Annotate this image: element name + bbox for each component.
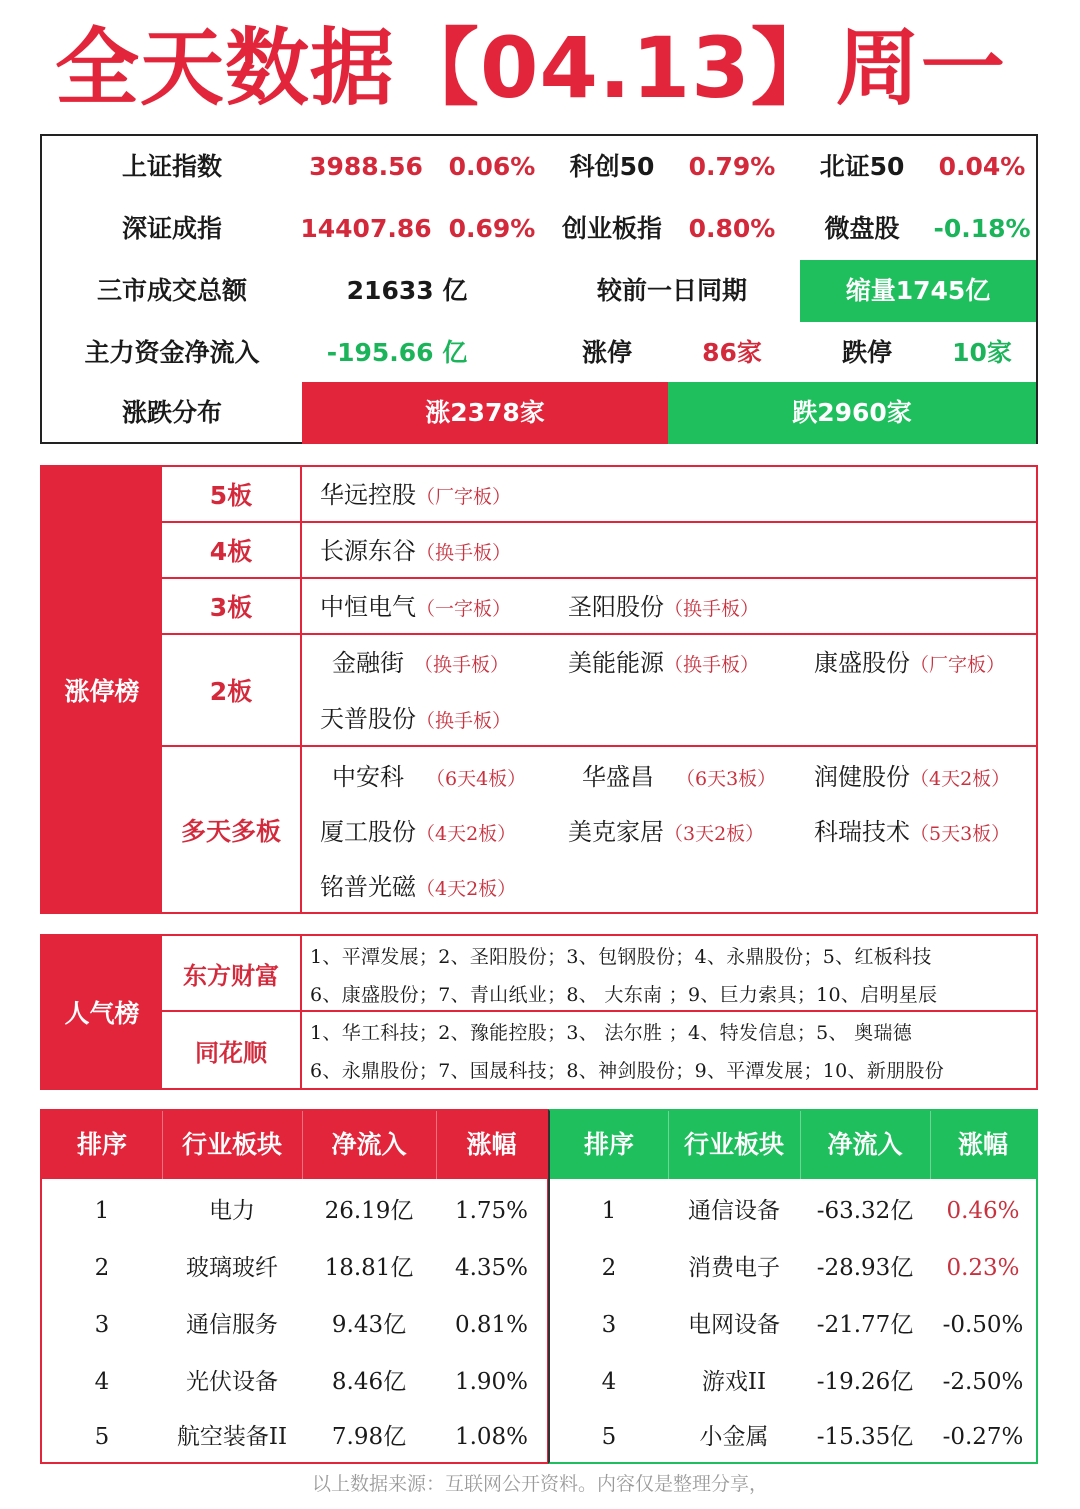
stock-entry (320, 701, 511, 737)
change-cell: 1.08% (454, 1424, 529, 1450)
stock-tag: （厂字板） (910, 654, 1006, 676)
popularity-source-eastmoney (162, 936, 1036, 1012)
stock-entry (814, 645, 1005, 681)
rise-count-bar: 涨2378家 (302, 382, 668, 444)
chinext-label: 创业板指 (561, 214, 662, 243)
table-row (42, 1240, 547, 1297)
rank-cell: 3 (601, 1312, 617, 1338)
net-cell: 18.81亿 (324, 1255, 414, 1281)
bse50-label: 北证50 (819, 152, 905, 181)
volume-shrink-badge: 缩量1745亿 (800, 260, 1036, 322)
rank-cell: 1 (601, 1198, 617, 1224)
stock-name: 天普股份 (320, 705, 416, 733)
rank-cell: 5 (601, 1424, 617, 1450)
limit-row-2 (162, 635, 1036, 747)
sector-outflow-table (548, 1109, 1038, 1464)
header-net-inflow: 净流入 (827, 1130, 903, 1159)
stock-entry (332, 645, 509, 681)
sector-cell: 电网设备 (688, 1312, 780, 1338)
microcap-pct: -0.18% (933, 214, 1031, 243)
net-cell: 7.98亿 (331, 1424, 407, 1450)
popularity-board-label: 人气榜 (42, 936, 162, 1088)
rank-cell: 3 (94, 1312, 110, 1338)
stock-tag: （换手板） (416, 710, 512, 732)
limit-down-label: 跌停 (841, 338, 892, 367)
sector-cell: 通信服务 (186, 1312, 278, 1338)
sector-cell: 航空装备II (176, 1424, 288, 1450)
stock-name: 铭普光磁 (320, 873, 416, 901)
board-level: 3板 (162, 579, 302, 633)
overview-row-capital-flow (42, 322, 1036, 384)
net-cell: 26.19亿 (324, 1198, 414, 1224)
main-capital-label: 主力资金净流入 (84, 338, 260, 367)
sector-cell: 消费电子 (688, 1255, 780, 1281)
limit-up-count: 86家 (702, 338, 762, 367)
sector-cell: 通信设备 (688, 1198, 780, 1224)
table-row (42, 1409, 547, 1466)
star50-label: 科创50 (569, 152, 655, 181)
table-header (42, 1111, 547, 1179)
change-cell: 0.81% (454, 1312, 529, 1338)
stock-name: 华远控股 (320, 481, 416, 509)
limit-row-3 (162, 579, 1036, 635)
stock-tag: （换手板） (416, 542, 512, 564)
table-row (550, 1297, 1036, 1354)
change-cell: 1.90% (454, 1369, 529, 1395)
stock-tag: （4天2板） (416, 878, 517, 900)
breadth-label: 涨跌分布 (121, 398, 222, 427)
stock-tag: （6天3板） (676, 768, 777, 790)
stock-name: 长源东谷 (320, 537, 416, 565)
source-name: 同花顺 (162, 1012, 302, 1088)
net-cell: -63.32亿 (816, 1198, 914, 1224)
table-row (550, 1354, 1036, 1411)
stock-entry (320, 589, 511, 625)
net-cell: 9.43亿 (331, 1312, 407, 1338)
table-row (42, 1183, 547, 1240)
stock-tag: （换手板） (664, 654, 760, 676)
star50-pct: 0.79% (688, 152, 776, 181)
stock-name: 中恒电气 (320, 593, 416, 621)
limit-row-4 (162, 523, 1036, 579)
stock-tag: （4天2板） (910, 768, 1011, 790)
popularity-board (40, 934, 1038, 1090)
market-overview-table (40, 134, 1038, 444)
stock-entry (568, 814, 764, 850)
stock-entry (320, 869, 516, 905)
change-cell: -0.27% (942, 1424, 1024, 1450)
board-level: 4板 (162, 523, 302, 577)
stock-entry (320, 477, 511, 513)
limit-up-board-label: 涨停榜 (42, 467, 162, 912)
compare-prev-day-label: 较前一日同期 (596, 276, 747, 305)
stock-entry (320, 814, 516, 850)
header-rank: 排序 (583, 1130, 634, 1159)
stock-entry (582, 759, 776, 795)
shanghai-index-label: 上证指数 (121, 152, 222, 181)
limit-up-label: 涨停 (581, 338, 632, 367)
rank-cell: 4 (94, 1369, 110, 1395)
net-cell: 8.46亿 (331, 1369, 407, 1395)
change-cell: 0.46% (946, 1198, 1020, 1224)
overview-row-shenzhen (42, 198, 1036, 260)
stock-tag: （4天2板） (416, 823, 517, 845)
ranking-line: 1、平潭发展；2、圣阳股份；3、包钢股份；4、永鼎股份；5、红板科技 (310, 946, 932, 968)
header-change: 涨幅 (466, 1130, 517, 1159)
stock-name: 美克家居 (568, 818, 664, 846)
ranking-line: 6、永鼎股份；7、国晟科技；8、神剑股份；9、平潭发展；10、新朋股份 (310, 1060, 945, 1082)
overview-row-shanghai (42, 136, 1036, 198)
ranking-line: 1、华工科技；2、豫能控股；3、 法尔胜 ；4、特发信息；5、 奥瑞德 (310, 1022, 913, 1044)
sector-cell: 小金属 (699, 1424, 769, 1450)
table-row (42, 1297, 547, 1354)
table-row (550, 1240, 1036, 1297)
main-capital-value: -195.66 亿 (326, 338, 468, 367)
stock-entry (814, 814, 1010, 850)
shanghai-index-pct: 0.06% (448, 152, 536, 181)
stock-entry (332, 759, 526, 795)
table-row (550, 1183, 1036, 1240)
page-title: 全天数据【04.13】周一 (55, 19, 1006, 117)
limit-down-count: 10家 (952, 338, 1012, 367)
shenzhen-index-label: 深证成指 (121, 214, 222, 243)
stock-entry (568, 589, 759, 625)
stock-name: 圣阳股份 (568, 593, 664, 621)
net-cell: -21.77亿 (816, 1312, 914, 1338)
stock-name: 润健股份 (814, 763, 910, 791)
net-cell: -19.26亿 (816, 1369, 914, 1395)
header-net-inflow: 净流入 (331, 1130, 407, 1159)
table-row (42, 1354, 547, 1411)
rank-cell: 2 (601, 1255, 617, 1281)
stock-name: 中安科 (332, 763, 404, 791)
bse50-pct: 0.04% (938, 152, 1026, 181)
change-cell: 1.75% (454, 1198, 529, 1224)
table-header (550, 1111, 1036, 1179)
stock-entry (568, 645, 759, 681)
microcap-label: 微盘股 (824, 214, 900, 243)
stock-entry (814, 759, 1010, 795)
stock-name: 科瑞技术 (814, 818, 910, 846)
net-cell: -28.93亿 (816, 1255, 914, 1281)
stock-tag: （换手板） (414, 654, 510, 676)
stock-tag: （5天3板） (910, 823, 1011, 845)
sector-inflow-table (40, 1109, 549, 1464)
change-cell: -0.50% (942, 1312, 1024, 1338)
fall-count-bar: 跌2960家 (668, 382, 1036, 444)
rank-cell: 2 (94, 1255, 110, 1281)
overview-row-turnover (42, 260, 1036, 322)
table-row (550, 1409, 1036, 1466)
limit-row-multi-day (162, 747, 1036, 912)
stock-name: 金融街 (332, 649, 404, 677)
stock-tag: （一字板） (416, 598, 512, 620)
stock-tag: （3天2板） (664, 823, 765, 845)
source-name: 东方财富 (162, 936, 302, 1010)
stock-entry (320, 533, 511, 569)
limit-up-board (40, 465, 1038, 914)
board-level: 2板 (162, 635, 302, 745)
turnover-value: 21633 亿 (346, 276, 468, 305)
header-rank: 排序 (76, 1130, 127, 1159)
stock-tag: （换手板） (664, 598, 760, 620)
header-sector: 行业板块 (683, 1130, 784, 1159)
rank-cell: 5 (94, 1424, 110, 1450)
stock-name: 厦工股份 (320, 818, 416, 846)
change-cell: 0.23% (946, 1255, 1020, 1281)
popularity-source-tonghuashun (162, 1012, 1036, 1088)
rank-cell: 1 (94, 1198, 110, 1224)
board-level: 多天多板 (162, 747, 302, 912)
stock-name: 华盛昌 (582, 763, 654, 791)
shenzhen-index-pct: 0.69% (448, 214, 536, 243)
overview-row-breadth (42, 382, 1036, 444)
header-change: 涨幅 (957, 1130, 1008, 1159)
source-disclaimer: 以上数据来源：互联网公开资料。内容仅是整理分享， (311, 1473, 768, 1495)
board-level: 5板 (162, 467, 302, 521)
stock-tag: （厂字板） (416, 486, 512, 508)
limit-row-5 (162, 467, 1036, 523)
shenzhen-index-value: 14407.86 (300, 214, 432, 243)
change-cell: 4.35% (454, 1255, 529, 1281)
sector-cell: 电力 (209, 1198, 255, 1224)
net-cell: -15.35亿 (816, 1424, 914, 1450)
rank-cell: 4 (601, 1369, 617, 1395)
sector-cell: 玻璃玻纤 (186, 1255, 278, 1281)
sector-cell: 光伏设备 (186, 1369, 278, 1395)
shanghai-index-value: 3988.56 (309, 152, 423, 181)
header-sector: 行业板块 (181, 1130, 282, 1159)
chinext-pct: 0.80% (688, 214, 776, 243)
turnover-label: 三市成交总额 (96, 276, 247, 305)
sector-cell: 游戏II (701, 1369, 767, 1395)
stock-tag: （6天4板） (426, 768, 527, 790)
stock-name: 康盛股份 (814, 649, 910, 677)
ranking-line: 6、康盛股份；7、青山纸业；8、 大东南 ；9、巨力索具；10、启明星辰 (310, 984, 938, 1006)
stock-name: 美能能源 (568, 649, 664, 677)
change-cell: -2.50% (942, 1369, 1024, 1395)
